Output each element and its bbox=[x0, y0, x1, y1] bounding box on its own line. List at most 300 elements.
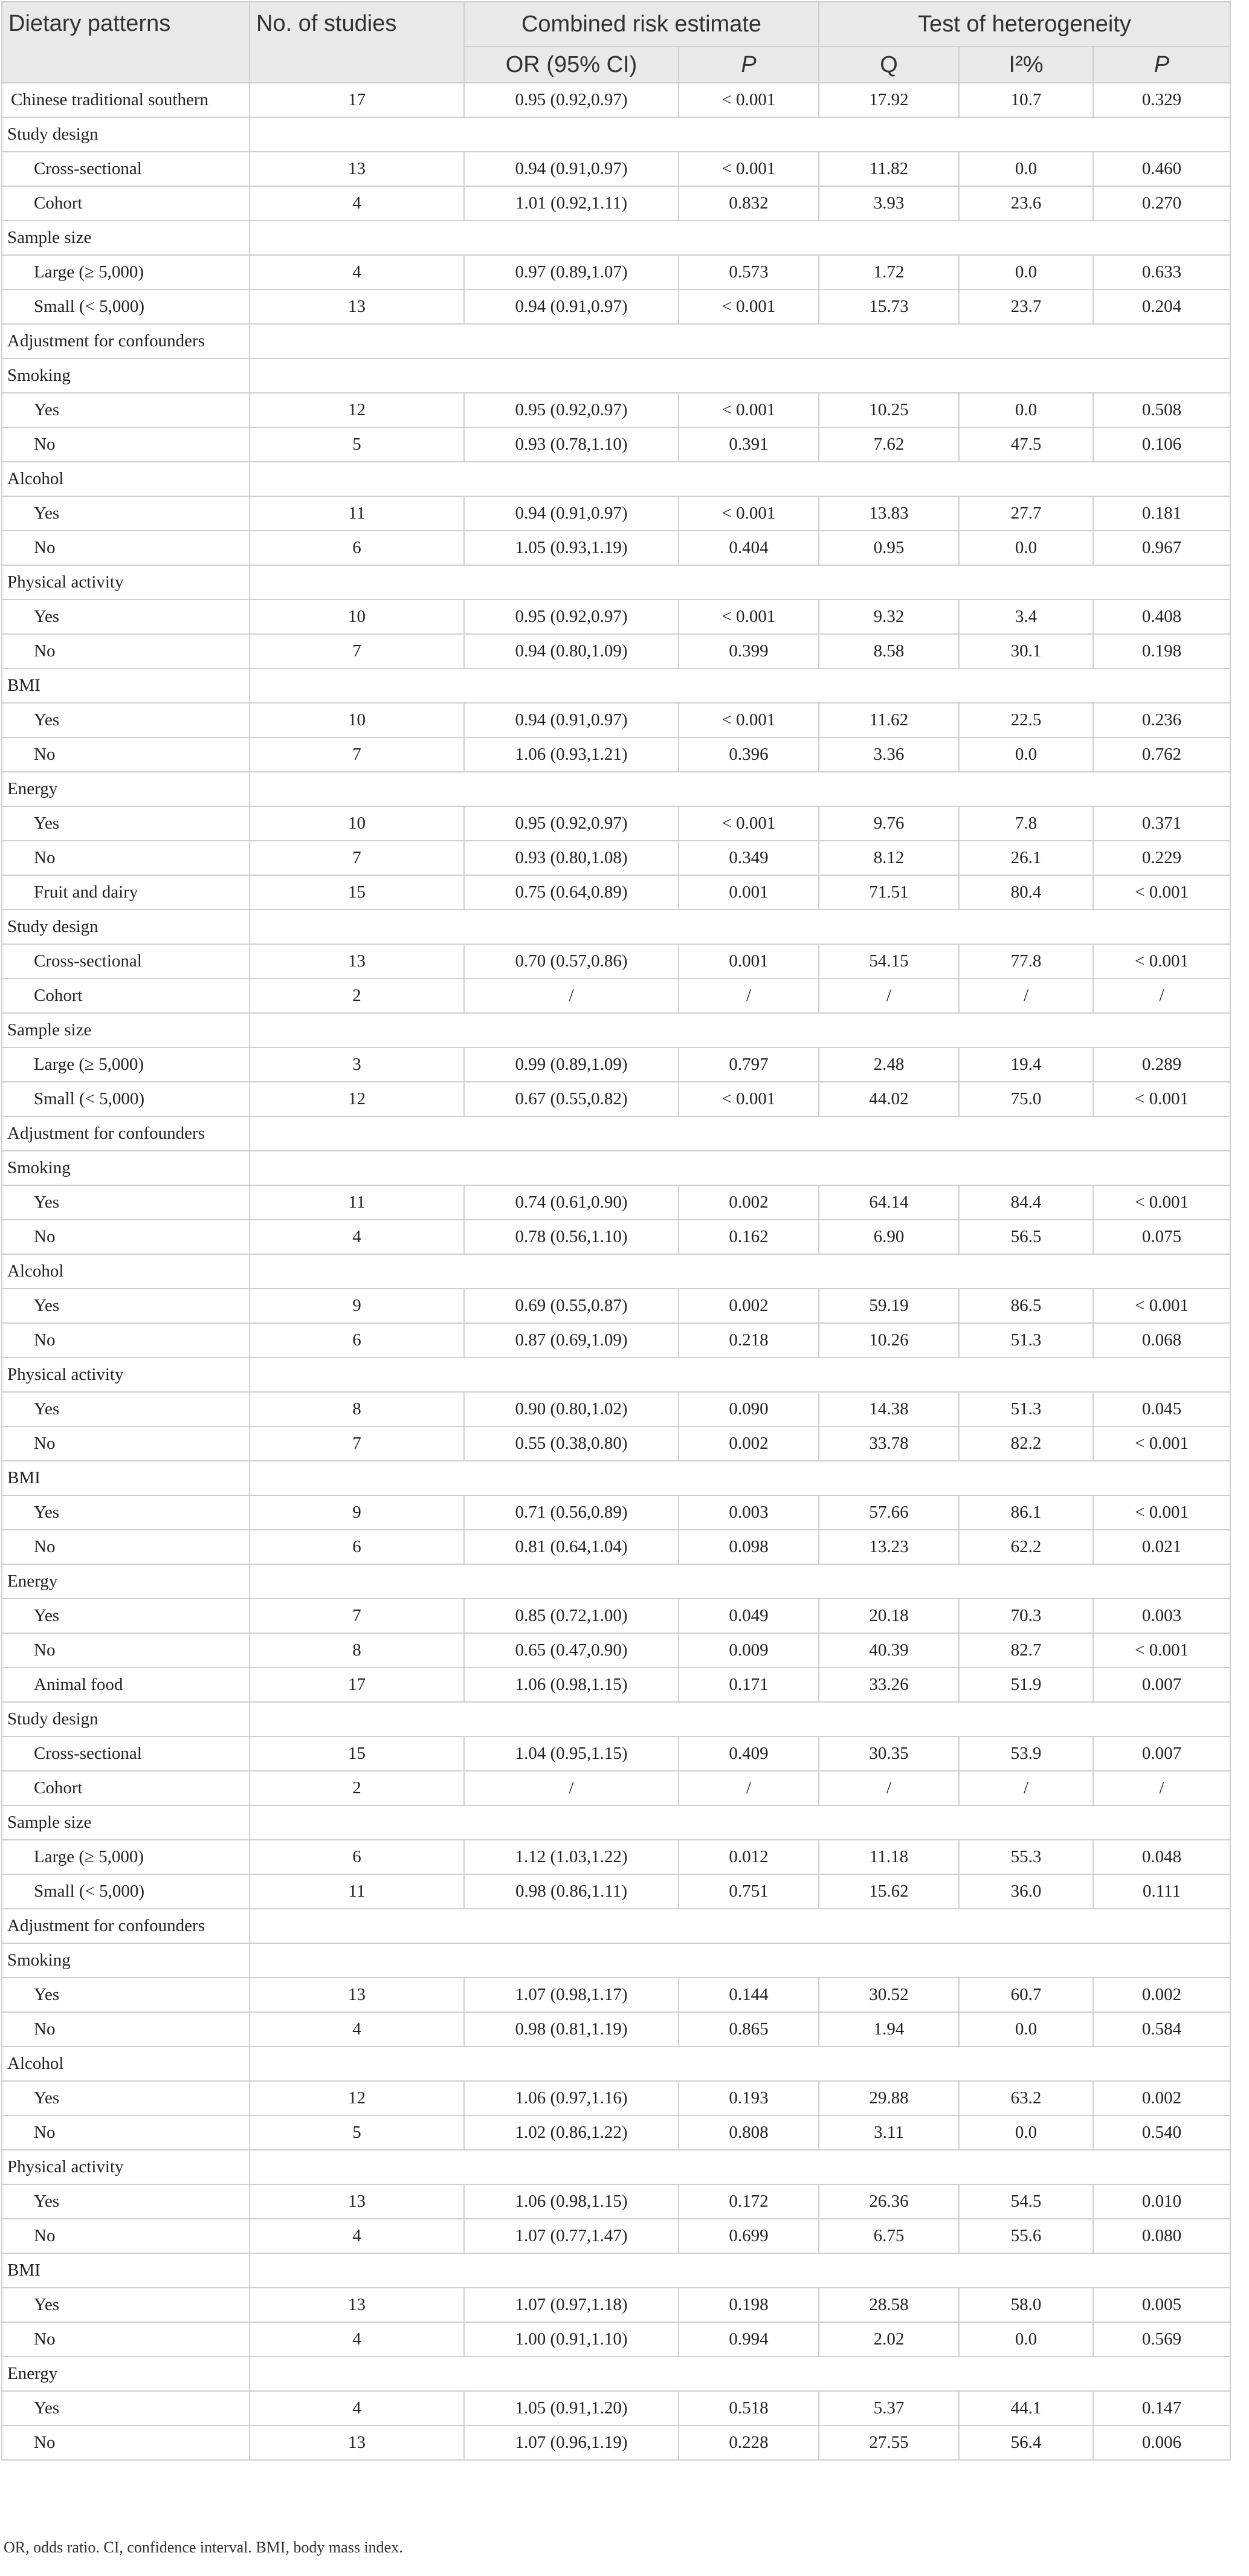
group-spacer bbox=[250, 1254, 1230, 1289]
cell-p-heterogeneity: 0.007 bbox=[1093, 1668, 1230, 1702]
cell-or-ci: 1.06 (0.93,1.21) bbox=[464, 737, 679, 772]
cell-p-value: < 0.001 bbox=[679, 393, 819, 427]
table-row bbox=[2, 1978, 1230, 2012]
cell-i2: 0.0 bbox=[959, 255, 1093, 290]
cell-q: 2.48 bbox=[819, 1047, 959, 1082]
cell-i2: 63.2 bbox=[959, 2081, 1093, 2115]
cell-p-heterogeneity: 0.633 bbox=[1093, 255, 1230, 290]
cell-p-heterogeneity: 0.111 bbox=[1093, 1874, 1230, 1909]
group-label: BMI bbox=[2, 668, 250, 703]
cell-i2: 80.4 bbox=[959, 875, 1093, 910]
cell-i2: 19.4 bbox=[959, 1047, 1093, 1082]
row-label: Yes bbox=[2, 1392, 250, 1426]
group-label: Sample size bbox=[2, 1013, 250, 1047]
cell-p-value: < 0.001 bbox=[679, 806, 819, 841]
cell-p-heterogeneity: / bbox=[1093, 979, 1230, 1013]
table-header bbox=[2, 2, 1230, 83]
cell-q: 8.12 bbox=[819, 841, 959, 875]
cell-no-of-studies: 13 bbox=[250, 2184, 464, 2219]
cell-i2: 44.1 bbox=[959, 2391, 1093, 2426]
cell-q: 13.23 bbox=[819, 1530, 959, 1564]
group-spacer bbox=[250, 2357, 1230, 2391]
cell-i2: 51.3 bbox=[959, 1323, 1093, 1358]
table-row bbox=[2, 2081, 1230, 2115]
cell-p-heterogeneity: 0.003 bbox=[1093, 1599, 1230, 1633]
cell-p-value: < 0.001 bbox=[679, 290, 819, 324]
cell-or-ci: 1.07 (0.96,1.19) bbox=[464, 2426, 679, 2460]
cell-p-value: < 0.001 bbox=[679, 152, 819, 186]
cell-p-value: 0.228 bbox=[679, 2426, 819, 2460]
row-label: Fruit and dairy bbox=[2, 875, 250, 910]
cell-i2: 51.9 bbox=[959, 1668, 1093, 1702]
row-label: Yes bbox=[2, 1289, 250, 1323]
row-label: No bbox=[2, 531, 250, 565]
cell-or-ci: 0.87 (0.69,1.09) bbox=[464, 1323, 679, 1358]
cell-no-of-studies: 9 bbox=[250, 1289, 464, 1323]
cell-q: 10.26 bbox=[819, 1323, 959, 1358]
cell-q: 28.58 bbox=[819, 2288, 959, 2322]
cell-p-heterogeneity: 0.002 bbox=[1093, 2081, 1230, 2115]
cell-p-value: / bbox=[679, 979, 819, 1013]
row-label: Small (< 5,000) bbox=[2, 1082, 250, 1116]
cell-p-value: 0.399 bbox=[679, 634, 819, 668]
group-spacer bbox=[250, 1358, 1230, 1392]
row-label: Yes bbox=[2, 806, 250, 841]
table-row bbox=[2, 1426, 1230, 1461]
row-label: Small (< 5,000) bbox=[2, 1874, 250, 1909]
row-label: Yes bbox=[2, 496, 250, 531]
row-label: Yes bbox=[2, 2391, 250, 2426]
row-label: No bbox=[2, 1220, 250, 1254]
table-row bbox=[2, 1599, 1230, 1633]
cell-no-of-studies: 12 bbox=[250, 2081, 464, 2115]
cell-p-heterogeneity: 0.762 bbox=[1093, 737, 1230, 772]
cell-i2: 10.7 bbox=[959, 83, 1093, 117]
cell-i2: 23.6 bbox=[959, 186, 1093, 221]
cell-p-heterogeneity: 0.005 bbox=[1093, 2288, 1230, 2322]
header-combined-risk: Combined risk estimate bbox=[464, 2, 819, 47]
cell-p-heterogeneity: 0.021 bbox=[1093, 1530, 1230, 1564]
cell-no-of-studies: 4 bbox=[250, 1220, 464, 1254]
group-label: Smoking bbox=[2, 358, 250, 393]
group-row bbox=[2, 1943, 1230, 1978]
cell-i2: / bbox=[959, 1771, 1093, 1805]
row-label: Cohort bbox=[2, 979, 250, 1013]
row-label: No bbox=[2, 1530, 250, 1564]
group-row bbox=[2, 1013, 1230, 1047]
cell-or-ci: 0.97 (0.89,1.07) bbox=[464, 255, 679, 290]
cell-no-of-studies: 13 bbox=[250, 2288, 464, 2322]
table-row bbox=[2, 1047, 1230, 1082]
group-row bbox=[2, 1461, 1230, 1495]
group-row bbox=[2, 668, 1230, 703]
cell-q: 6.75 bbox=[819, 2219, 959, 2253]
cell-no-of-studies: 7 bbox=[250, 737, 464, 772]
cell-i2: 0.0 bbox=[959, 393, 1093, 427]
table-row bbox=[2, 496, 1230, 531]
cell-q: 30.35 bbox=[819, 1736, 959, 1771]
group-label: Study design bbox=[2, 117, 250, 152]
cell-no-of-studies: 7 bbox=[250, 841, 464, 875]
row-label: No bbox=[2, 737, 250, 772]
cell-q: 8.58 bbox=[819, 634, 959, 668]
group-spacer bbox=[250, 1805, 1230, 1840]
cell-q: 26.36 bbox=[819, 2184, 959, 2219]
cell-no-of-studies: 4 bbox=[250, 255, 464, 290]
row-label: No bbox=[2, 1426, 250, 1461]
cell-p-value: < 0.001 bbox=[679, 703, 819, 737]
table-row bbox=[2, 1495, 1230, 1530]
group-row bbox=[2, 1702, 1230, 1736]
table-row bbox=[2, 255, 1230, 290]
cell-no-of-studies: 8 bbox=[250, 1633, 464, 1668]
cell-i2: 60.7 bbox=[959, 1978, 1093, 2012]
cell-q: 15.73 bbox=[819, 290, 959, 324]
group-label: Physical activity bbox=[2, 565, 250, 600]
cell-or-ci: 0.90 (0.80,1.02) bbox=[464, 1392, 679, 1426]
cell-or-ci: 1.07 (0.98,1.17) bbox=[464, 1978, 679, 2012]
group-spacer bbox=[250, 1909, 1230, 1943]
cell-no-of-studies: 13 bbox=[250, 944, 464, 979]
cell-q: 59.19 bbox=[819, 1289, 959, 1323]
cell-q: 9.76 bbox=[819, 806, 959, 841]
cell-i2: 58.0 bbox=[959, 2288, 1093, 2322]
table-row bbox=[2, 1840, 1230, 1874]
group-spacer bbox=[250, 1702, 1230, 1736]
results-table bbox=[1, 1, 1231, 2461]
cell-or-ci: 1.02 (0.86,1.22) bbox=[464, 2115, 679, 2150]
cell-p-value: < 0.001 bbox=[679, 1082, 819, 1116]
cell-or-ci: 0.94 (0.80,1.09) bbox=[464, 634, 679, 668]
cell-i2: 0.0 bbox=[959, 2115, 1093, 2150]
cell-no-of-studies: 13 bbox=[250, 1978, 464, 2012]
cell-p-heterogeneity: < 0.001 bbox=[1093, 875, 1230, 910]
table-row bbox=[2, 2012, 1230, 2047]
table-row bbox=[2, 600, 1230, 634]
cell-or-ci: 0.75 (0.64,0.89) bbox=[464, 875, 679, 910]
cell-p-heterogeneity: 0.007 bbox=[1093, 1736, 1230, 1771]
group-row bbox=[2, 1358, 1230, 1392]
cell-p-heterogeneity: 0.270 bbox=[1093, 186, 1230, 221]
cell-p-heterogeneity: 0.967 bbox=[1093, 531, 1230, 565]
cell-i2: / bbox=[959, 979, 1093, 1013]
cell-p-value: 0.002 bbox=[679, 1289, 819, 1323]
cell-i2: 82.7 bbox=[959, 1633, 1093, 1668]
row-label: No bbox=[2, 2012, 250, 2047]
cell-i2: 55.3 bbox=[959, 1840, 1093, 1874]
group-row bbox=[2, 1564, 1230, 1599]
cell-q: 44.02 bbox=[819, 1082, 959, 1116]
cell-q: 1.94 bbox=[819, 2012, 959, 2047]
group-label: Study design bbox=[2, 1702, 250, 1736]
row-label: Yes bbox=[2, 1599, 250, 1633]
group-spacer bbox=[250, 910, 1230, 944]
group-spacer bbox=[250, 1461, 1230, 1495]
row-label: Large (≥ 5,000) bbox=[2, 255, 250, 290]
table-row bbox=[2, 1185, 1230, 1220]
cell-p-value: 0.098 bbox=[679, 1530, 819, 1564]
cell-or-ci: 0.70 (0.57,0.86) bbox=[464, 944, 679, 979]
cell-or-ci: 0.98 (0.81,1.19) bbox=[464, 2012, 679, 2047]
cell-q: / bbox=[819, 979, 959, 1013]
cell-or-ci: 1.01 (0.92,1.11) bbox=[464, 186, 679, 221]
cell-or-ci: 1.07 (0.97,1.18) bbox=[464, 2288, 679, 2322]
group-row bbox=[2, 462, 1230, 496]
table-row bbox=[2, 152, 1230, 186]
cell-or-ci: 0.71 (0.56,0.89) bbox=[464, 1495, 679, 1530]
group-row bbox=[2, 221, 1230, 255]
cell-q: 11.18 bbox=[819, 1840, 959, 1874]
cell-p-heterogeneity: 0.584 bbox=[1093, 2012, 1230, 2047]
cell-or-ci: / bbox=[464, 1771, 679, 1805]
group-label: Energy bbox=[2, 772, 250, 806]
cell-or-ci: 0.94 (0.91,0.97) bbox=[464, 703, 679, 737]
group-spacer bbox=[250, 2253, 1230, 2288]
row-label: Large (≥ 5,000) bbox=[2, 1047, 250, 1082]
row-label: Yes bbox=[2, 600, 250, 634]
group-label: Physical activity bbox=[2, 1358, 250, 1392]
cell-i2: 62.2 bbox=[959, 1530, 1093, 1564]
group-label: Adjustment for confounders bbox=[2, 1909, 250, 1943]
row-label: No bbox=[2, 841, 250, 875]
cell-p-heterogeneity: 0.540 bbox=[1093, 2115, 1230, 2150]
cell-or-ci: 0.95 (0.92,0.97) bbox=[464, 600, 679, 634]
cell-q: 11.62 bbox=[819, 703, 959, 737]
table-row bbox=[2, 1323, 1230, 1358]
cell-p-heterogeneity: 0.045 bbox=[1093, 1392, 1230, 1426]
cell-q: 6.90 bbox=[819, 1220, 959, 1254]
cell-p-value: 0.002 bbox=[679, 1185, 819, 1220]
table-row bbox=[2, 427, 1230, 462]
group-label: Alcohol bbox=[2, 2047, 250, 2081]
cell-p-heterogeneity: 0.075 bbox=[1093, 1220, 1230, 1254]
cell-p-value: 0.171 bbox=[679, 1668, 819, 1702]
cell-p-heterogeneity: 0.080 bbox=[1093, 2219, 1230, 2253]
cell-q: 33.78 bbox=[819, 1426, 959, 1461]
cell-no-of-studies: 11 bbox=[250, 496, 464, 531]
table-row bbox=[2, 186, 1230, 221]
cell-p-value: 0.001 bbox=[679, 875, 819, 910]
group-row bbox=[2, 772, 1230, 806]
group-label: Alcohol bbox=[2, 1254, 250, 1289]
group-spacer bbox=[250, 1151, 1230, 1185]
cell-no-of-studies: 4 bbox=[250, 186, 464, 221]
cell-p-value: 0.198 bbox=[679, 2288, 819, 2322]
row-label: No bbox=[2, 1323, 250, 1358]
group-spacer bbox=[250, 221, 1230, 255]
group-row bbox=[2, 1151, 1230, 1185]
table-row bbox=[2, 875, 1230, 910]
cell-p-heterogeneity: 0.068 bbox=[1093, 1323, 1230, 1358]
table-row bbox=[2, 2115, 1230, 2150]
cell-p-heterogeneity: < 0.001 bbox=[1093, 1082, 1230, 1116]
cell-no-of-studies: 4 bbox=[250, 2322, 464, 2357]
cell-i2: 56.4 bbox=[959, 2426, 1093, 2460]
row-label: Yes bbox=[2, 2184, 250, 2219]
cell-or-ci: 0.67 (0.55,0.82) bbox=[464, 1082, 679, 1116]
table-body bbox=[2, 83, 1230, 2460]
cell-p-value: 0.797 bbox=[679, 1047, 819, 1082]
table-row bbox=[2, 2322, 1230, 2357]
row-label: Yes bbox=[2, 1185, 250, 1220]
group-row bbox=[2, 1909, 1230, 1943]
cell-p-value: / bbox=[679, 1771, 819, 1805]
cell-or-ci: 1.05 (0.93,1.19) bbox=[464, 531, 679, 565]
row-label: Small (< 5,000) bbox=[2, 290, 250, 324]
cell-p-value: 0.518 bbox=[679, 2391, 819, 2426]
cell-p-heterogeneity: < 0.001 bbox=[1093, 1185, 1230, 1220]
group-label: Smoking bbox=[2, 1943, 250, 1978]
table-row bbox=[2, 1771, 1230, 1805]
group-spacer bbox=[250, 668, 1230, 703]
cell-p-value: 0.003 bbox=[679, 1495, 819, 1530]
cell-p-heterogeneity: 0.508 bbox=[1093, 393, 1230, 427]
table-row bbox=[2, 2219, 1230, 2253]
cell-p-value: 0.349 bbox=[679, 841, 819, 875]
cell-no-of-studies: 11 bbox=[250, 1185, 464, 1220]
cell-i2: 0.0 bbox=[959, 2322, 1093, 2357]
cell-q: 0.95 bbox=[819, 531, 959, 565]
table-row bbox=[2, 2184, 1230, 2219]
group-spacer bbox=[250, 1564, 1230, 1599]
group-row bbox=[2, 324, 1230, 358]
cell-q: / bbox=[819, 1771, 959, 1805]
cell-i2: 30.1 bbox=[959, 634, 1093, 668]
group-row bbox=[2, 2150, 1230, 2184]
cell-p-heterogeneity: 0.460 bbox=[1093, 152, 1230, 186]
cell-or-ci: 0.94 (0.91,0.97) bbox=[464, 152, 679, 186]
header-no-of-studies: No. of studies bbox=[250, 2, 464, 83]
row-label: No bbox=[2, 2322, 250, 2357]
group-row bbox=[2, 1805, 1230, 1840]
cell-p-value: 0.409 bbox=[679, 1736, 819, 1771]
cell-i2: 0.0 bbox=[959, 531, 1093, 565]
group-spacer bbox=[250, 117, 1230, 152]
cell-i2: 23.7 bbox=[959, 290, 1093, 324]
cell-p-heterogeneity: 0.371 bbox=[1093, 806, 1230, 841]
cell-i2: 7.8 bbox=[959, 806, 1093, 841]
group-label: Smoking bbox=[2, 1151, 250, 1185]
cell-q: 57.66 bbox=[819, 1495, 959, 1530]
table-row bbox=[2, 1392, 1230, 1426]
row-label: Large (≥ 5,000) bbox=[2, 1840, 250, 1874]
table-row bbox=[2, 1736, 1230, 1771]
group-label: BMI bbox=[2, 1461, 250, 1495]
cell-q: 1.72 bbox=[819, 255, 959, 290]
cell-q: 3.93 bbox=[819, 186, 959, 221]
cell-no-of-studies: 4 bbox=[250, 2012, 464, 2047]
table-row bbox=[2, 531, 1230, 565]
group-label: Alcohol bbox=[2, 462, 250, 496]
cell-p-value: 0.162 bbox=[679, 1220, 819, 1254]
cell-q: 2.02 bbox=[819, 2322, 959, 2357]
cell-i2: 3.4 bbox=[959, 600, 1093, 634]
group-label: BMI bbox=[2, 2253, 250, 2288]
row-label: Yes bbox=[2, 2288, 250, 2322]
cell-i2: 51.3 bbox=[959, 1392, 1093, 1426]
cell-i2: 86.1 bbox=[959, 1495, 1093, 1530]
cell-p-heterogeneity: / bbox=[1093, 1771, 1230, 1805]
header-heterogeneity: Test of heterogeneity bbox=[819, 2, 1230, 47]
header-dietary-patterns: Dietary patterns bbox=[2, 2, 250, 83]
cell-p-value: 0.049 bbox=[679, 1599, 819, 1633]
cell-no-of-studies: 13 bbox=[250, 152, 464, 186]
cell-p-value: 0.751 bbox=[679, 1874, 819, 1909]
row-label: Cross-sectional bbox=[2, 1736, 250, 1771]
group-spacer bbox=[250, 1116, 1230, 1151]
cell-no-of-studies: 6 bbox=[250, 1323, 464, 1358]
group-spacer bbox=[250, 565, 1230, 600]
cell-i2: 0.0 bbox=[959, 737, 1093, 772]
cell-p-value: 0.994 bbox=[679, 2322, 819, 2357]
cell-p-value: 0.012 bbox=[679, 1840, 819, 1874]
cell-q: 54.15 bbox=[819, 944, 959, 979]
group-row bbox=[2, 1116, 1230, 1151]
cell-or-ci: 1.04 (0.95,1.15) bbox=[464, 1736, 679, 1771]
cell-no-of-studies: 7 bbox=[250, 1426, 464, 1461]
row-label: No bbox=[2, 2219, 250, 2253]
cell-i2: 54.5 bbox=[959, 2184, 1093, 2219]
group-row bbox=[2, 2357, 1230, 2391]
cell-p-value: 0.865 bbox=[679, 2012, 819, 2047]
cell-q: 10.25 bbox=[819, 393, 959, 427]
cell-or-ci: 1.06 (0.98,1.15) bbox=[464, 1668, 679, 1702]
cell-p-heterogeneity: 0.147 bbox=[1093, 2391, 1230, 2426]
cell-q: 14.38 bbox=[819, 1392, 959, 1426]
table-row bbox=[2, 634, 1230, 668]
cell-i2: 0.0 bbox=[959, 2012, 1093, 2047]
group-spacer bbox=[250, 2150, 1230, 2184]
cell-i2: 77.8 bbox=[959, 944, 1093, 979]
table-row bbox=[2, 1668, 1230, 1702]
table-row bbox=[2, 806, 1230, 841]
table-row bbox=[2, 290, 1230, 324]
header-p-risk: P bbox=[679, 47, 819, 83]
cell-no-of-studies: 12 bbox=[250, 1082, 464, 1116]
table-row bbox=[2, 1633, 1230, 1668]
table-row bbox=[2, 737, 1230, 772]
cell-p-value: 0.404 bbox=[679, 531, 819, 565]
cell-q: 64.14 bbox=[819, 1185, 959, 1220]
cell-q: 5.37 bbox=[819, 2391, 959, 2426]
cell-no-of-studies: 9 bbox=[250, 1495, 464, 1530]
cell-p-value: 0.396 bbox=[679, 737, 819, 772]
cell-no-of-studies: 12 bbox=[250, 393, 464, 427]
cell-or-ci: 0.94 (0.91,0.97) bbox=[464, 496, 679, 531]
group-spacer bbox=[250, 358, 1230, 393]
table-row bbox=[2, 703, 1230, 737]
cell-p-heterogeneity: 0.181 bbox=[1093, 496, 1230, 531]
group-label: Adjustment for confounders bbox=[2, 1116, 250, 1151]
cell-p-heterogeneity: 0.010 bbox=[1093, 2184, 1230, 2219]
cell-no-of-studies: 5 bbox=[250, 427, 464, 462]
cell-p-heterogeneity: 0.198 bbox=[1093, 634, 1230, 668]
table-row bbox=[2, 2288, 1230, 2322]
cell-i2: 0.0 bbox=[959, 152, 1093, 186]
cell-p-heterogeneity: < 0.001 bbox=[1093, 944, 1230, 979]
cell-i2: 82.2 bbox=[959, 1426, 1093, 1461]
cell-no-of-studies: 8 bbox=[250, 1392, 464, 1426]
row-label: Yes bbox=[2, 1495, 250, 1530]
group-row bbox=[2, 1254, 1230, 1289]
group-label: Adjustment for confounders bbox=[2, 324, 250, 358]
group-label: Study design bbox=[2, 910, 250, 944]
cell-i2: 56.5 bbox=[959, 1220, 1093, 1254]
cell-i2: 53.9 bbox=[959, 1736, 1093, 1771]
cell-p-value: < 0.001 bbox=[679, 600, 819, 634]
cell-p-value: 0.144 bbox=[679, 1978, 819, 2012]
cell-p-heterogeneity: 0.408 bbox=[1093, 600, 1230, 634]
